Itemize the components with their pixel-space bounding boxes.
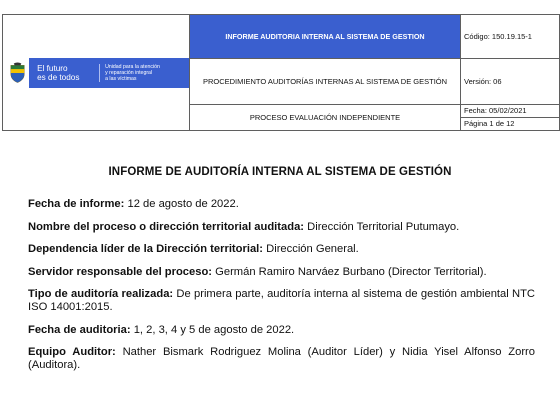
field-value: Dirección Territorial Putumayo. xyxy=(307,220,460,233)
header-process: PROCESO EVALUACIÓN INDEPENDIENTE xyxy=(190,105,461,131)
header-date-page-cell xyxy=(461,105,560,131)
logo xyxy=(3,58,189,88)
field-responsible-server xyxy=(28,266,535,279)
field-label: Fecha de auditoria: xyxy=(28,323,131,336)
header-version: Versión: 06 xyxy=(461,59,560,105)
field-value: 12 de agosto de 2022. xyxy=(127,198,239,210)
field-audited-process xyxy=(28,221,535,234)
field-report-date xyxy=(28,198,535,211)
field-label: Servidor responsable del proceso: xyxy=(28,265,213,278)
field-value: Germán Ramiro Narváez Burbano (Director Territorial). xyxy=(215,265,487,278)
logo-unit-line2: y reparación integral xyxy=(105,69,153,76)
logo-unit-name xyxy=(99,64,160,82)
field-value: Dirección General. xyxy=(266,243,359,255)
logo-slogan-line2: es de todos xyxy=(37,72,80,82)
field-value: 1, 2, 3, 4 y 5 de agosto de 2022. xyxy=(133,323,295,336)
field-value: De primera parte, auditoría interna al sistema de gestión ambiental NTC ISO 14001:2015. xyxy=(28,288,536,314)
header-date: Fecha: 05/02/2021 xyxy=(461,105,559,118)
field-label: Tipo de auditoría realizada: xyxy=(28,288,174,300)
unit-logo-box xyxy=(29,58,189,88)
field-label: Equipo Auditor: xyxy=(28,346,116,359)
field-audit-team xyxy=(28,346,535,372)
logo-slogan xyxy=(37,64,95,82)
logo-unit-line1: Unidad para la atención xyxy=(105,63,160,70)
header-procedure: PROCEDIMIENTO AUDITORÍAS INTERNAS AL SISTEMA DE GESTIÓN xyxy=(190,59,461,105)
field-label: Nombre del proceso o dirección territorial auditada: xyxy=(28,220,305,233)
header-report-title: INFORME AUDITORIA INTERNA AL SISTEMA DE GESTION xyxy=(190,15,461,59)
document-title: INFORME DE AUDITORÍA INTERNA AL SISTEMA DE GESTIÓN xyxy=(108,166,452,178)
header-code: Código: 150.19.15-1 xyxy=(461,15,560,59)
logo-slogan-line1: El futuro xyxy=(37,63,68,73)
field-value: Nather Bismark Rodriguez Molina (Auditor Líder) y Nidia Yisel Alfonso Zorro (Auditora). xyxy=(28,346,535,372)
field-audit-type xyxy=(28,288,535,314)
field-audit-date xyxy=(28,324,535,337)
logo-cell xyxy=(3,15,190,131)
document-header-table xyxy=(2,14,560,131)
header-page: Página 1 de 12 xyxy=(464,119,515,128)
field-label: Dependencia líder de la Dirección territorial: xyxy=(28,243,264,255)
colombia-coat-of-arms-icon xyxy=(9,62,26,84)
logo-unit-line3: a las víctimas xyxy=(105,75,137,82)
field-label: Fecha de informe: xyxy=(28,198,125,210)
report-fields xyxy=(28,198,535,382)
field-lead-dependency xyxy=(28,243,535,256)
